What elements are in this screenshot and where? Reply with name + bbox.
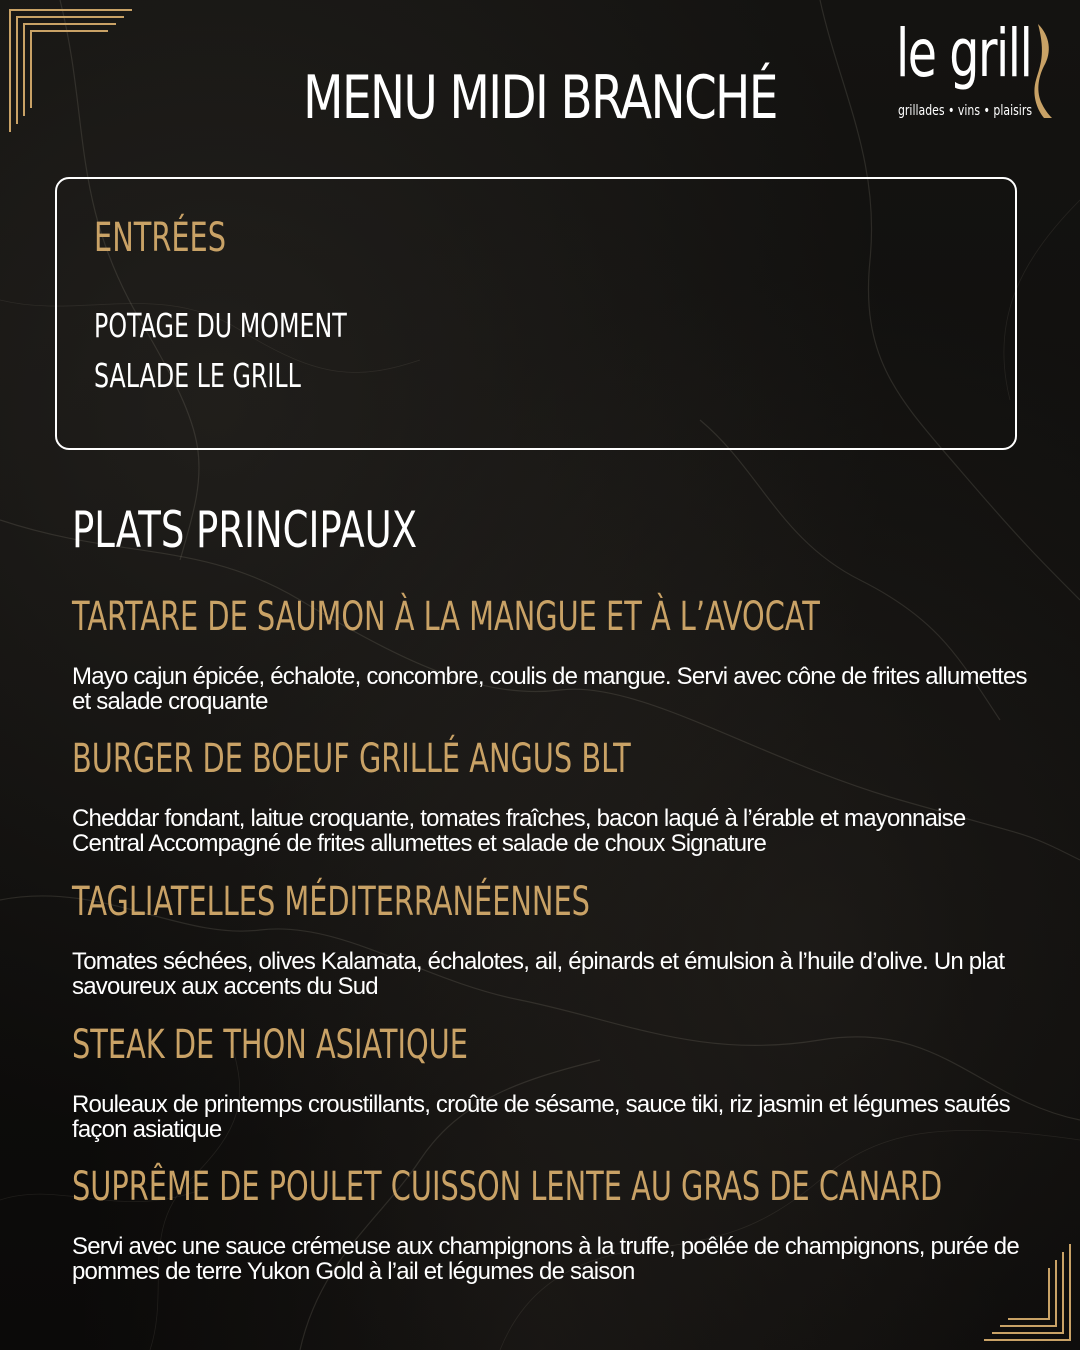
- entree-item: POTAGE DU MOMENT: [94, 306, 347, 345]
- dish-item: [72, 877, 1032, 999]
- entrees-heading: ENTRÉES: [94, 215, 227, 261]
- page-title: MENU MIDI BRANCHÉ: [303, 63, 777, 133]
- dish-description: Rouleaux de printemps croustillants, croûte de sésame, sauce tiki, riz jasmin et légumes sautés façon asiatique: [72, 1091, 1010, 1143]
- dish-name: STEAK DE THON ASIATIQUE: [72, 1022, 468, 1068]
- logo-tagline: grillades • vins • plaisirs: [898, 103, 1033, 119]
- logo-wordmark: le grill: [896, 15, 1032, 92]
- dish-item: [72, 734, 1032, 856]
- dish-name: TAGLIATELLES MÉDITERRANÉENNES: [72, 879, 590, 925]
- corner-ornament-top-left: [8, 8, 134, 134]
- dish-item: [72, 1020, 1032, 1142]
- dish-name: SUPRÊME DE POULET CUISSON LENTE AU GRAS DE CANARD: [72, 1164, 943, 1210]
- plats-heading: PLATS PRINCIPAUX: [72, 501, 418, 559]
- dish-description: Mayo cajun épicée, échalote, concombre, coulis de mangue. Servi avec cône de frites allumettes et salade croquante: [72, 663, 1027, 715]
- entree-item: SALADE LE GRILL: [94, 356, 301, 395]
- flame-mark-icon: [1032, 22, 1054, 118]
- dish-name: BURGER DE BOEUF GRILLÉ ANGUS BLT: [72, 736, 631, 782]
- dish-description: Tomates séchées, olives Kalamata, échalotes, ail, épinards et émulsion à l’huile d’olive. Un plat savoureux aux accents du Sud: [72, 948, 1005, 1000]
- dish-description: Cheddar fondant, laitue croquante, tomates fraîches, bacon laqué à l’érable et mayonnaise Central Accompagné de frites allumettes et salade de choux Signature: [72, 805, 966, 857]
- brand-logo: [892, 14, 1062, 124]
- dish-description: Servi avec une sauce crémeuse aux champignons à la truffe, poêlée de champignons, purée de pommes de terre Yukon Gold à l’ail et légumes de saison: [72, 1233, 1019, 1285]
- entrees-section: [55, 177, 1017, 450]
- dish-item: [72, 592, 1032, 714]
- dish-item: [72, 1162, 1032, 1284]
- dish-name: TARTARE DE SAUMON À LA MANGUE ET À L’AVOCAT: [72, 594, 820, 640]
